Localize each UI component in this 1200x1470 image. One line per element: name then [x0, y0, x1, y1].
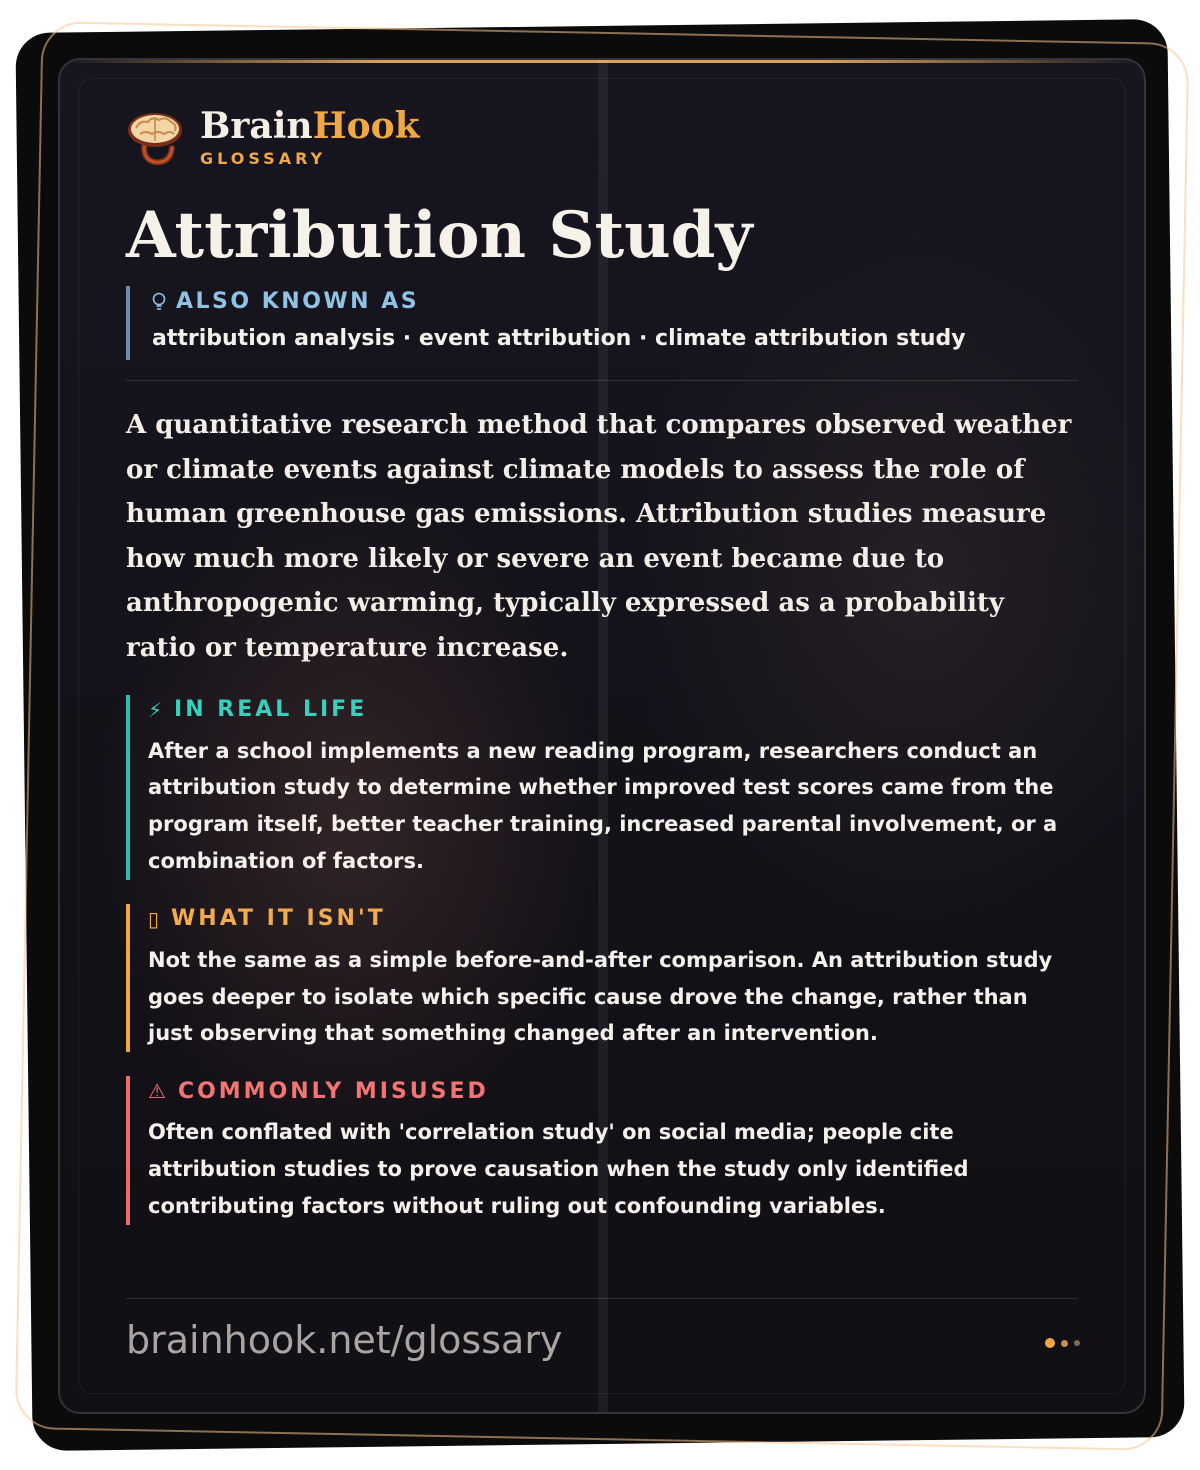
also-known-as-heading: [152, 286, 1078, 314]
what-it-isnt-body: Not the same as a simple before-and-after comparison. An attribution study goes deeper to isolate which specific cause drove the change, rather than just observing that something changed after an intervention.: [148, 947, 1053, 1046]
card-content: [126, 104, 1078, 1225]
section-accent-bar: [126, 1076, 130, 1224]
warning-icon: ⚠: [148, 1079, 166, 1104]
missing-glyph-icon: ▯: [148, 906, 160, 931]
pagination-dots: [1039, 1338, 1080, 1348]
pagination-dot: [1074, 1340, 1080, 1346]
lightbulb-icon: [152, 292, 166, 312]
brand-name-part1: Brain: [200, 104, 313, 147]
section-divider: [126, 380, 1078, 381]
glossary-card: [58, 58, 1146, 1414]
brand-subtitle: GLOSSARY: [200, 148, 327, 168]
footer-divider: [126, 1298, 1078, 1299]
what-it-isnt-heading: [148, 904, 1078, 934]
in-real-life-label: IN REAL LIFE: [174, 697, 368, 723]
also-known-as-block: [126, 286, 1078, 360]
what-it-isnt-label: WHAT IT ISN'T: [171, 906, 386, 932]
term-title: Attribution Study: [126, 198, 753, 273]
definition-text: A quantitative research method that compares observed weather or climate events against climate models to assess the role of human greenhouse gas emissions. Attribution studies measure how much more likely or severe an event became due to anthropogenic warming, typically expressed as a probability ratio or temperature increase.: [126, 410, 1072, 663]
also-known-as-label: ALSO KNOWN AS: [176, 289, 420, 314]
brand-header: [126, 104, 1078, 170]
also-known-as-list: attribution analysis · event attribution · climate attribution study: [152, 326, 966, 351]
commonly-misused-body: Often conflated with 'correlation study' on social media; people cite attribution studies to prove causation when the study only identified contributing factors without ruling out confounding variables.: [148, 1120, 969, 1218]
pagination-dot-active: [1045, 1338, 1055, 1348]
commonly-misused-label: COMMONLY MISUSED: [177, 1078, 489, 1104]
footer-url[interactable]: brainhook.net/glossary: [126, 1318, 563, 1362]
what-it-isnt-section: [126, 904, 1078, 1052]
lightning-icon: ⚡: [148, 697, 163, 722]
commonly-misused-section: [126, 1076, 1078, 1224]
in-real-life-body: After a school implements a new reading program, researchers conduct an attribution study to determine whether improved test scores came from the program itself, better teacher training, increased parental involvement, or a combination of factors.: [148, 738, 1058, 873]
brand-name-part2: Hook: [312, 104, 420, 147]
commonly-misused-heading: [148, 1076, 1078, 1106]
brain-hook-logo-icon: [126, 108, 184, 166]
in-real-life-section: [126, 695, 1078, 880]
section-accent-bar: [126, 904, 130, 1052]
section-accent-bar: [126, 695, 130, 880]
brand-name: [200, 104, 420, 147]
pagination-dot: [1061, 1340, 1068, 1347]
in-real-life-heading: [148, 695, 1078, 725]
